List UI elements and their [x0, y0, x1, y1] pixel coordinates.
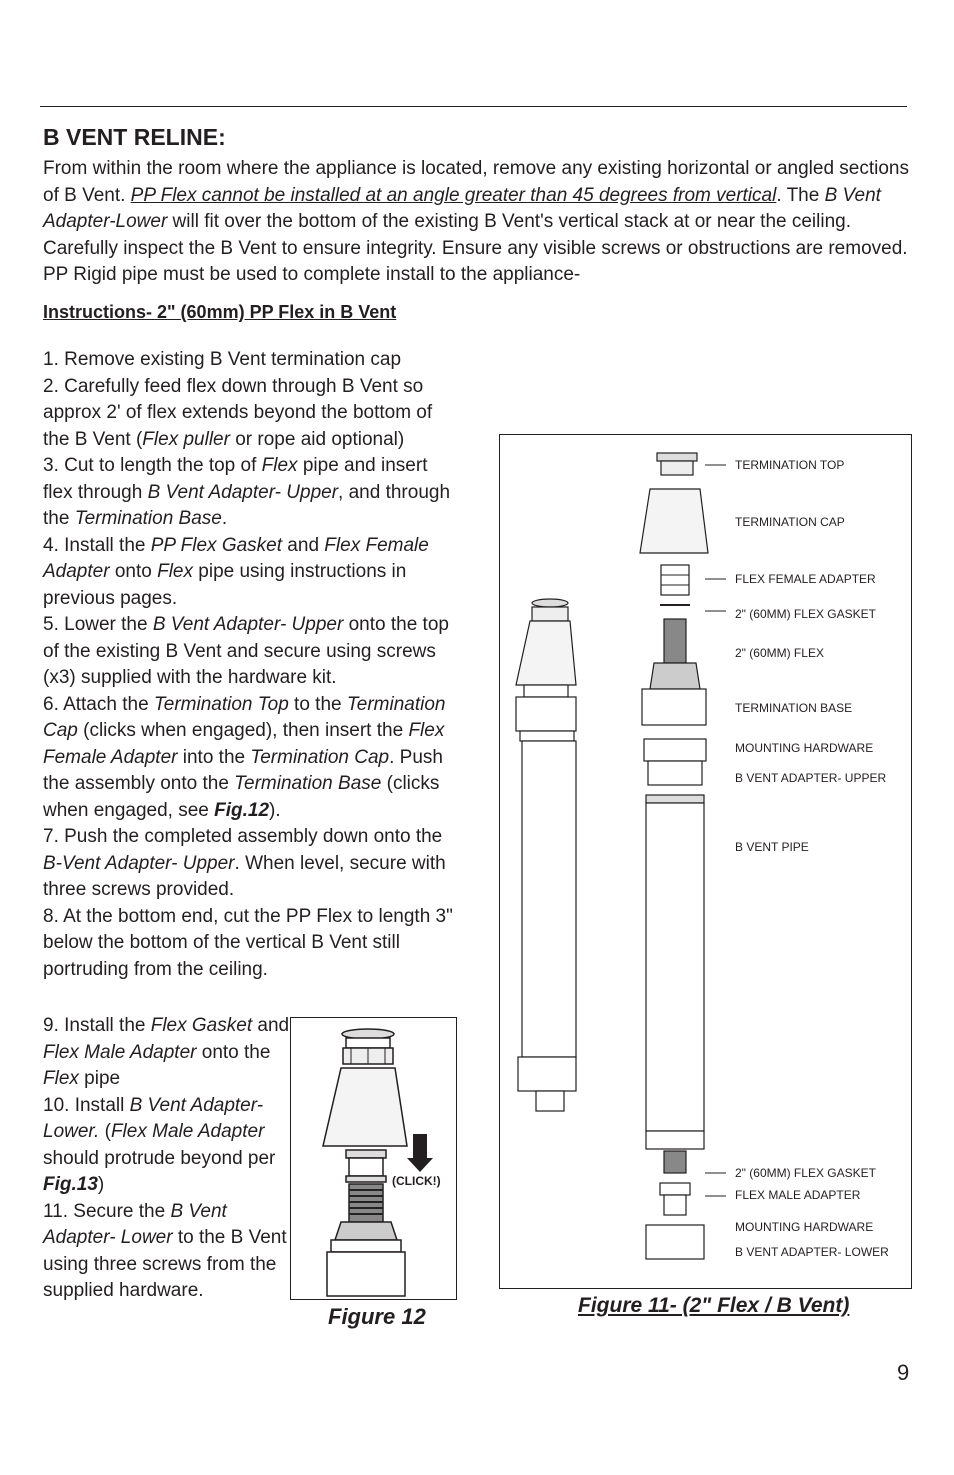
click-label: (CLICK!): [392, 1174, 441, 1188]
step-3: 3. Cut to length the top of Flex pipe and insert flex through B Vent Adapter- Upper, and through the Termination Base.: [43, 455, 451, 529]
page-number: 9: [897, 1360, 910, 1385]
label-termination-top: TERMINATION TOP: [735, 458, 845, 472]
down-arrow-icon: [407, 1134, 433, 1172]
step-7: 7. Push the completed assembly down onto the B-Vent Adapter- Upper. When level, secure with three screws provided.: [43, 826, 446, 900]
label-leaders: [705, 465, 726, 1196]
figure-11-caption: Figure 11- (2" Flex / B Vent): [578, 1294, 850, 1317]
instruction-steps: [43, 347, 458, 983]
b-vent-adapter-drawing: [327, 1252, 405, 1296]
label-b-vent-adapter-upper: B VENT ADAPTER- UPPER: [735, 771, 887, 785]
label-termination-cap: TERMINATION CAP: [735, 515, 845, 529]
label-flex-male-adapter: FLEX MALE ADAPTER: [735, 1188, 861, 1202]
step-5: 5. Lower the B Vent Adapter- Upper onto the top of the existing B Vent and secure using screws (x3) supplied with the hardware kit.: [43, 614, 449, 688]
angle-warning: PP Flex cannot be installed at an angle greater than 45 degrees from vertical: [130, 184, 777, 206]
section-heading: B VENT RELINE:: [43, 124, 226, 150]
step-6: 6. Attach the Termination Top to the Termination Cap (clicks when engaged), then insert the Flex Female Adapter into the Termination Cap. Push the assembly onto the Termination Base (clicks when engaged, see Fig.12).: [43, 693, 446, 821]
fig13-reference: Fig.13: [43, 1174, 98, 1195]
termination-cap-drawing: [323, 1068, 407, 1146]
label-termination-base: TERMINATION BASE: [735, 701, 853, 715]
exploded-view-drawing: [640, 453, 708, 1259]
label-flex-female-adapter: FLEX FEMALE ADAPTER: [735, 572, 876, 586]
label-flex-gasket-lower: 2" (60MM) FLEX GASKET: [735, 1166, 876, 1180]
label-b-vent-adapter-lower: B VENT ADAPTER- LOWER: [735, 1245, 889, 1259]
label-flex-gasket-upper: 2" (60MM) FLEX GASKET: [735, 607, 876, 621]
figure-11-illustration: [500, 435, 911, 1288]
fig12-reference: Fig.12: [214, 799, 270, 821]
figure-12-caption: Figure 12: [328, 1304, 426, 1329]
step-9: 9. Install the Flex Gasket and Flex Male Adapter onto the Flex pipe: [43, 1015, 290, 1089]
step-2: 2. Carefully feed flex down through B Vent so approx 2' of flex extends beyond the bottom of the B Vent (Flex puller or rope aid optional): [43, 375, 433, 450]
figure-12-illustration: [291, 1018, 456, 1299]
step-10: 10. Install B Vent Adapter-Lower. (Flex Male Adapter should protrude beyond per Fig.13): [43, 1094, 276, 1195]
termination-top-drawing: [342, 1029, 394, 1064]
label-mounting-hardware-upper: MOUNTING HARDWARE: [735, 741, 874, 755]
figure-11-frame: [499, 434, 912, 1289]
label-mounting-hardware-lower: MOUNTING HARDWARE: [735, 1220, 874, 1234]
label-b-vent-pipe: B VENT PIPE: [735, 840, 809, 854]
step-11: 11. Secure the B Vent Adapter- Lower to the B Vent using three screws from the supplied hardware.: [43, 1200, 287, 1301]
instructions-subheading: Instructions- 2" (60mm) PP Flex in B Vent: [43, 302, 397, 322]
flex-drawing: [349, 1184, 383, 1222]
step-8: 8. At the bottom end, cut the PP Flex to length 3" below the bottom of the vertical B Vent still portruding from the ceiling.: [43, 905, 453, 980]
assembled-pipe-drawing: [516, 599, 576, 1111]
step-4: 4. Install the PP Flex Gasket and Flex Female Adapter onto Flex pipe using instructions in previous pages.: [43, 534, 429, 609]
label-flex: 2" (60MM) FLEX: [735, 646, 824, 660]
header-rule: [40, 106, 907, 107]
instruction-steps-continued: [43, 1013, 291, 1305]
figure-12-frame: [290, 1017, 457, 1300]
termination-base-drawing: [335, 1222, 397, 1240]
step-1: 1. Remove existing B Vent termination cap: [43, 349, 402, 370]
intro-paragraph: From within the room where the appliance is located, remove any existing horizontal or angled sections of B Vent. PP Flex cannot be installed at an angle greater than 45 degrees from vertical. The B Vent Adapter-Lower will fit over the bottom of the existing B Vent's vertical stack at or near the ceiling. Carefully inspect the B Vent to ensure integrity. Ensure any visible screws or obstructions are removed. PP Rigid pipe must be used to complete install to the appliance-: [43, 158, 910, 285]
flex-female-adapter-drawing: [346, 1150, 386, 1158]
